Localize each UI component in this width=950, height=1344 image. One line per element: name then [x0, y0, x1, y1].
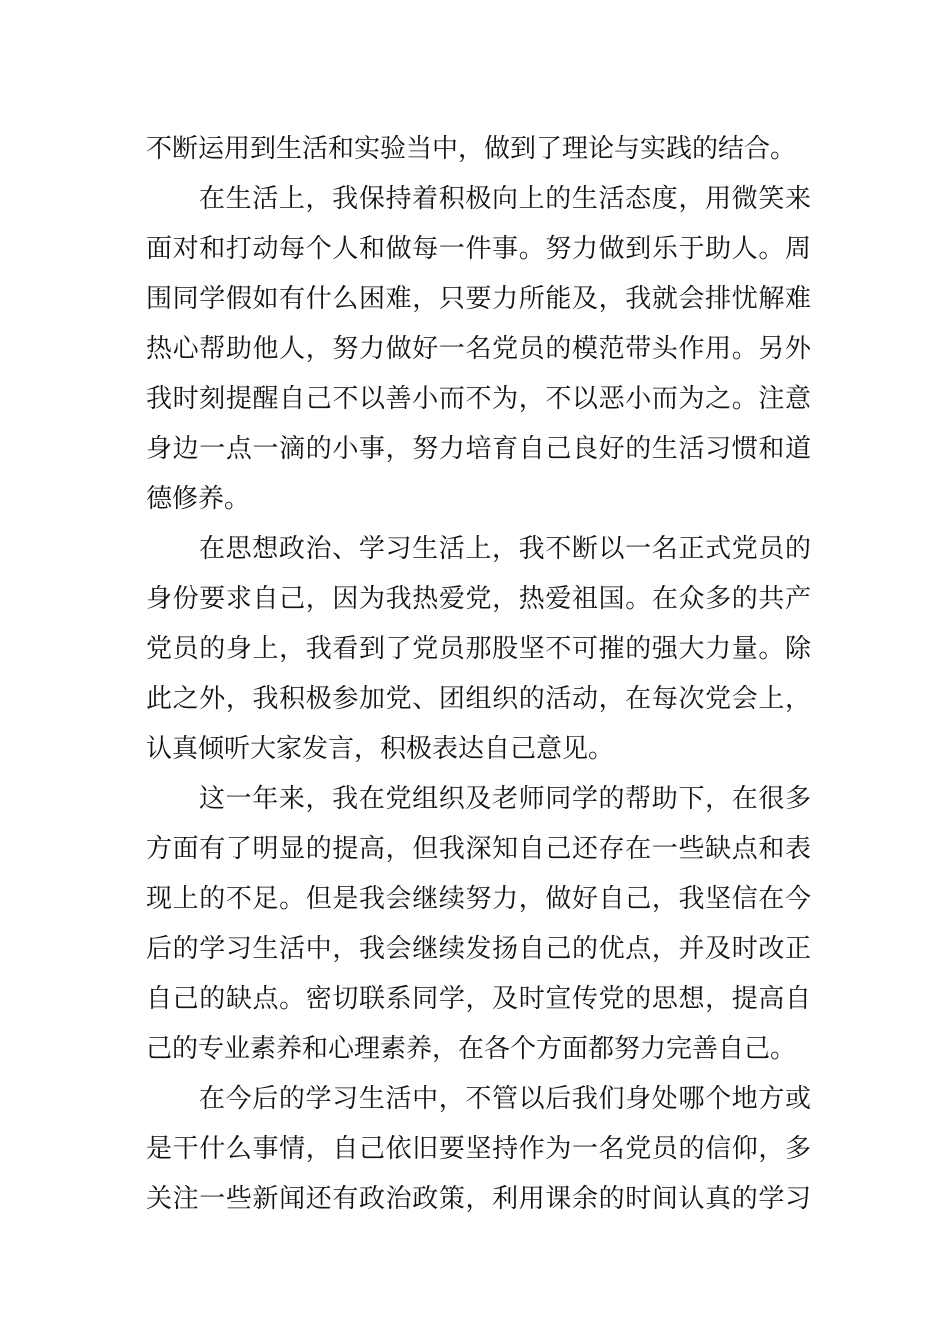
text-line: 己的专业素养和心理素养，在各个方面都努力完善自己。	[146, 1034, 797, 1064]
text-line: 现上的不足。但是我会继续努力，做好自己，我坚信在今	[146, 884, 811, 914]
text-line: 是干什么事情，自己依旧要坚持作为一名党员的信仰，多	[146, 1134, 811, 1164]
text-line: 此之外，我积极参加党、团组织的活动，在每次党会上，	[146, 684, 811, 714]
text-line: 自己的缺点。密切联系同学，及时宣传党的思想，提高自	[146, 984, 811, 1014]
text-line: 不断运用到生活和实验当中，做到了理论与实践的结合。	[146, 134, 797, 164]
text-line: 关注一些新闻还有政治政策，利用课余的时间认真的学习	[146, 1184, 811, 1214]
text-line: 这一年来，我在党组织及老师同学的帮助下，在很多	[199, 784, 811, 814]
text-line: 在生活上，我保持着积极向上的生活态度，用微笑来	[199, 184, 811, 214]
text-line: 党员的身上，我看到了党员那股坚不可摧的强大力量。除	[146, 634, 811, 664]
text-line: 我时刻提醒自己不以善小而不为，不以恶小而为之。注意	[146, 384, 811, 414]
body-text	[146, 124, 811, 1224]
text-line: 在今后的学习生活中，不管以后我们身处哪个地方或	[199, 1084, 811, 1114]
text-line: 认真倾听大家发言，积极表达自己意见。	[146, 734, 615, 764]
text-line: 身边一点一滴的小事，努力培育自己良好的生活习惯和道	[146, 434, 811, 464]
text-line: 围同学假如有什么困难，只要力所能及，我就会排忧解难	[146, 284, 811, 314]
text-line: 德修养。	[146, 484, 251, 514]
text-line: 在思想政治、学习生活上，我不断以一名正式党员的	[199, 534, 811, 564]
text-line: 方面有了明显的提高，但我深知自己还存在一些缺点和表	[146, 834, 811, 864]
text-line: 后的学习生活中，我会继续发扬自己的优点，并及时改正	[146, 934, 811, 964]
text-line: 热心帮助他人，努力做好一名党员的模范带头作用。另外	[146, 334, 811, 364]
text-line: 身份要求自己，因为我热爱党，热爱祖国。在众多的共产	[146, 584, 811, 614]
text-line: 面对和打动每个人和做每一件事。努力做到乐于助人。周	[146, 234, 811, 264]
